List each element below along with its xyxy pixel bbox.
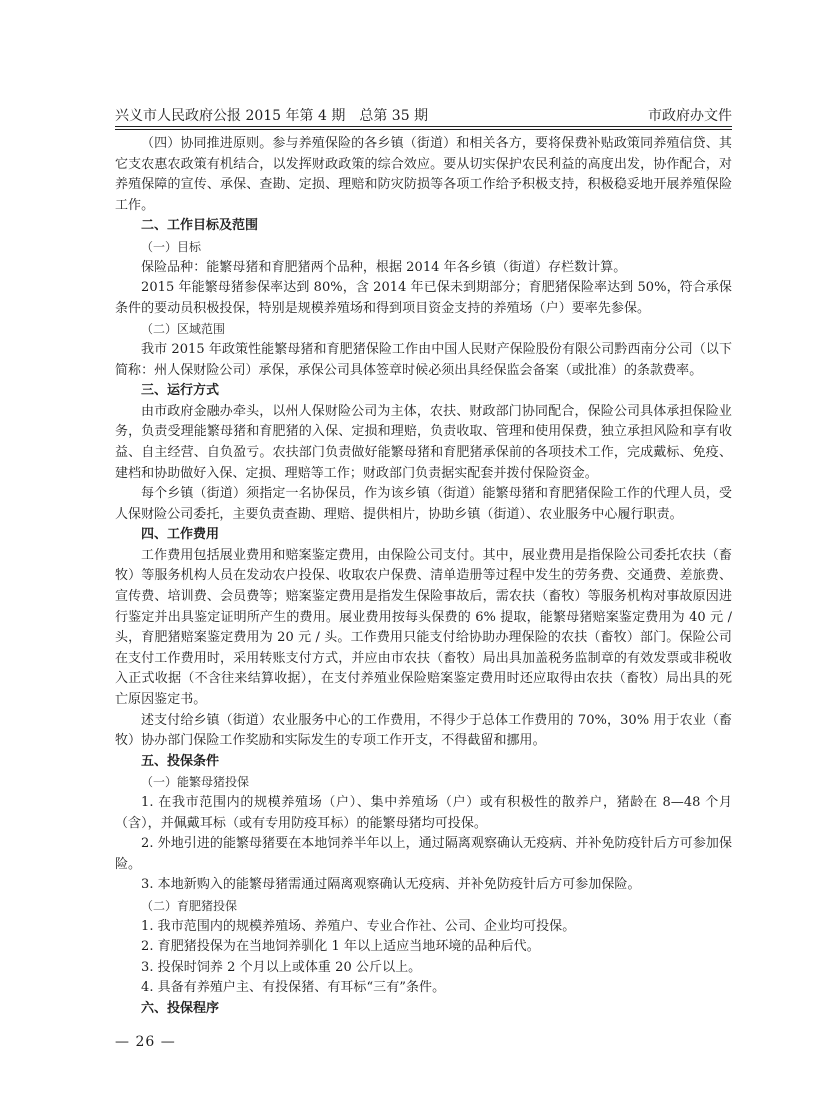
section-heading: 六、投保程序: [141, 1000, 220, 1016]
subsection-heading: （一）能繁母猪投保: [141, 775, 250, 790]
body-text: [115, 134, 732, 1020]
section-heading: 五、投保条件: [141, 753, 220, 769]
paragraph: 2. 育肥猪投保为在当地饲养驯化 1 年以上适应当地环境的品种后代。: [141, 939, 540, 955]
paragraph: 工作费用包括展业费用和赔案鉴定费用，由保险公司支付。其中，展业费用是指保险公司委托农扶（畜牧）等服务机构人员在发动农户投保、收取农户保费、清单造册等过程中发生的劳务费、交通费、差旅费、宣传费、培训费、会员费等；赔案鉴定费用是指发生保险事故后，需农扶（畜牧）等服务机构对事故原因进行鉴定并出具鉴定证明所产生的费用。展业费用按每头保费的 6% 提取，能繁母猪赔案鉴定费用为 40 元 / 头，育肥猪赔案鉴定费用为 20 元 / 头。工作费用只能支付给协助办理保险的农扶（畜牧）部门。保险公司在支付工作费用时，采用转账支付方式，并应由市农扶（畜牧）局出具加盖税务监制章的有效发票或非税收入正式收据（不含往来结算收据），在支付养殖业保险赔案鉴定费用时还应取得由农扶（畜牧）局出具的死亡原因鉴定书。: [115, 547, 732, 708]
header-section: 市政府办文件: [648, 108, 732, 124]
subsection-heading: （二）区域范围: [141, 322, 226, 337]
subsection-heading: （一）目标: [141, 239, 202, 254]
paragraph: 保险品种：能繁母猪和育肥猪两个品种，根据 2014 年各乡镇（街道）存栏数计算。: [141, 259, 627, 275]
paragraph: 3. 本地新购入的能繁母猪需通过隔离观察确认无疫病、并补免防疫针后方可参加保险。: [141, 877, 641, 893]
paragraph: （四）协同推进原则。参与养殖保险的各乡镇（街道）和相关各方，要将保费补贴政策同养殖信贷、其它支农惠农政策有机结合，以发挥财政政策的综合效应。要从切实保护农民利益的高度出发，协作配合，对养殖保障的宣传、承保、查勘、定损、理赔和防灾防损等各项工作给予积极支持，积极稳妥地开展养殖保险工作。: [115, 136, 732, 213]
paragraph: 3. 投保时饲养 2 个月以上或体重 20 公斤以上。: [141, 959, 422, 975]
header-publication: 兴义市人民政府公报 2015 年第 4 期 总第 35 期: [115, 108, 429, 124]
running-header: [115, 103, 732, 125]
paragraph: 4. 具备有养殖户主、有投保猪、有耳标“三有”条件。: [141, 980, 446, 996]
paragraph: 述支付给乡镇（街道）农业服务中心的工作费用，不得少于总体工作费用的 70%，30% 用于农业（畜牧）协办部门保险工作奖励和实际发生的专项工作开支，不得截留和挪用。: [115, 712, 732, 749]
header-rule: [115, 126, 732, 127]
paragraph: 1. 我市范围内的规模养殖场、养殖户、专业合作社、公司、企业均可投保。: [141, 918, 576, 934]
paragraph: 每个乡镇（街道）须指定一名协保员，作为该乡镇（街道）能繁母猪和育肥猪保险工作的代理人员，受人保财险公司委托，主要负责查勘、理赔、提供相片，协助乡镇（街道）、农业服务中心履行职责。: [115, 486, 732, 522]
paragraph: 2015 年能繁母猪参保率达到 80%，含 2014 年已保未到期部分；育肥猪保险率达到 50%，符合承保条件的要动员积极投保，特别是规模养殖场和得到项目资金支持的养殖场（户）要率先参保。: [115, 280, 732, 316]
paragraph: 2. 外地引进的能繁母猪要在本地饲养半年以上，通过隔离观察确认无疫病、并补免防疫针后方可参加保险。: [115, 836, 732, 872]
paragraph: 1. 在我市范围内的规模养殖场（户）、集中养殖场（户）或有积极性的散养户，猪龄在 8—48 个月（含），并佩戴耳标（或有专用防疫耳标）的能繁母猪均可投保。: [115, 795, 732, 831]
paragraph: 由市政府金融办牵头，以州人保财险公司为主体，农扶、财政部门协同配合，保险公司具体承担保险业务，负责受理能繁母猪和育肥猪的入保、定损和理赔，负责收取、管理和使用保费，独立承担风险和享有收益、自主经营、自负盈亏。农扶部门负责做好能繁母猪和育肥猪承保前的各项技术工作，完成戴标、免疫、建档和协助做好入保、定损、理赔等工作；财政部门负责据实配套并拨付保险资金。: [115, 403, 732, 481]
subsection-heading: （二）育肥猪投保: [141, 898, 238, 913]
section-heading: 四、工作费用: [141, 527, 220, 543]
page-number: — 26 —: [115, 1034, 176, 1050]
section-heading: 二、工作目标及范围: [141, 218, 259, 234]
section-heading: 三、运行方式: [141, 383, 220, 399]
paragraph: 我市 2015 年政策性能繁母猪和育肥猪保险工作由中国人民财产保险股份有限公司黔西南分公司（以下简称：州人保财险公司）承保，承保公司具体签章时候必须出具经保监会备案（或批准）的条款费率。: [115, 341, 732, 378]
header-rule-secondary: [115, 129, 732, 130]
